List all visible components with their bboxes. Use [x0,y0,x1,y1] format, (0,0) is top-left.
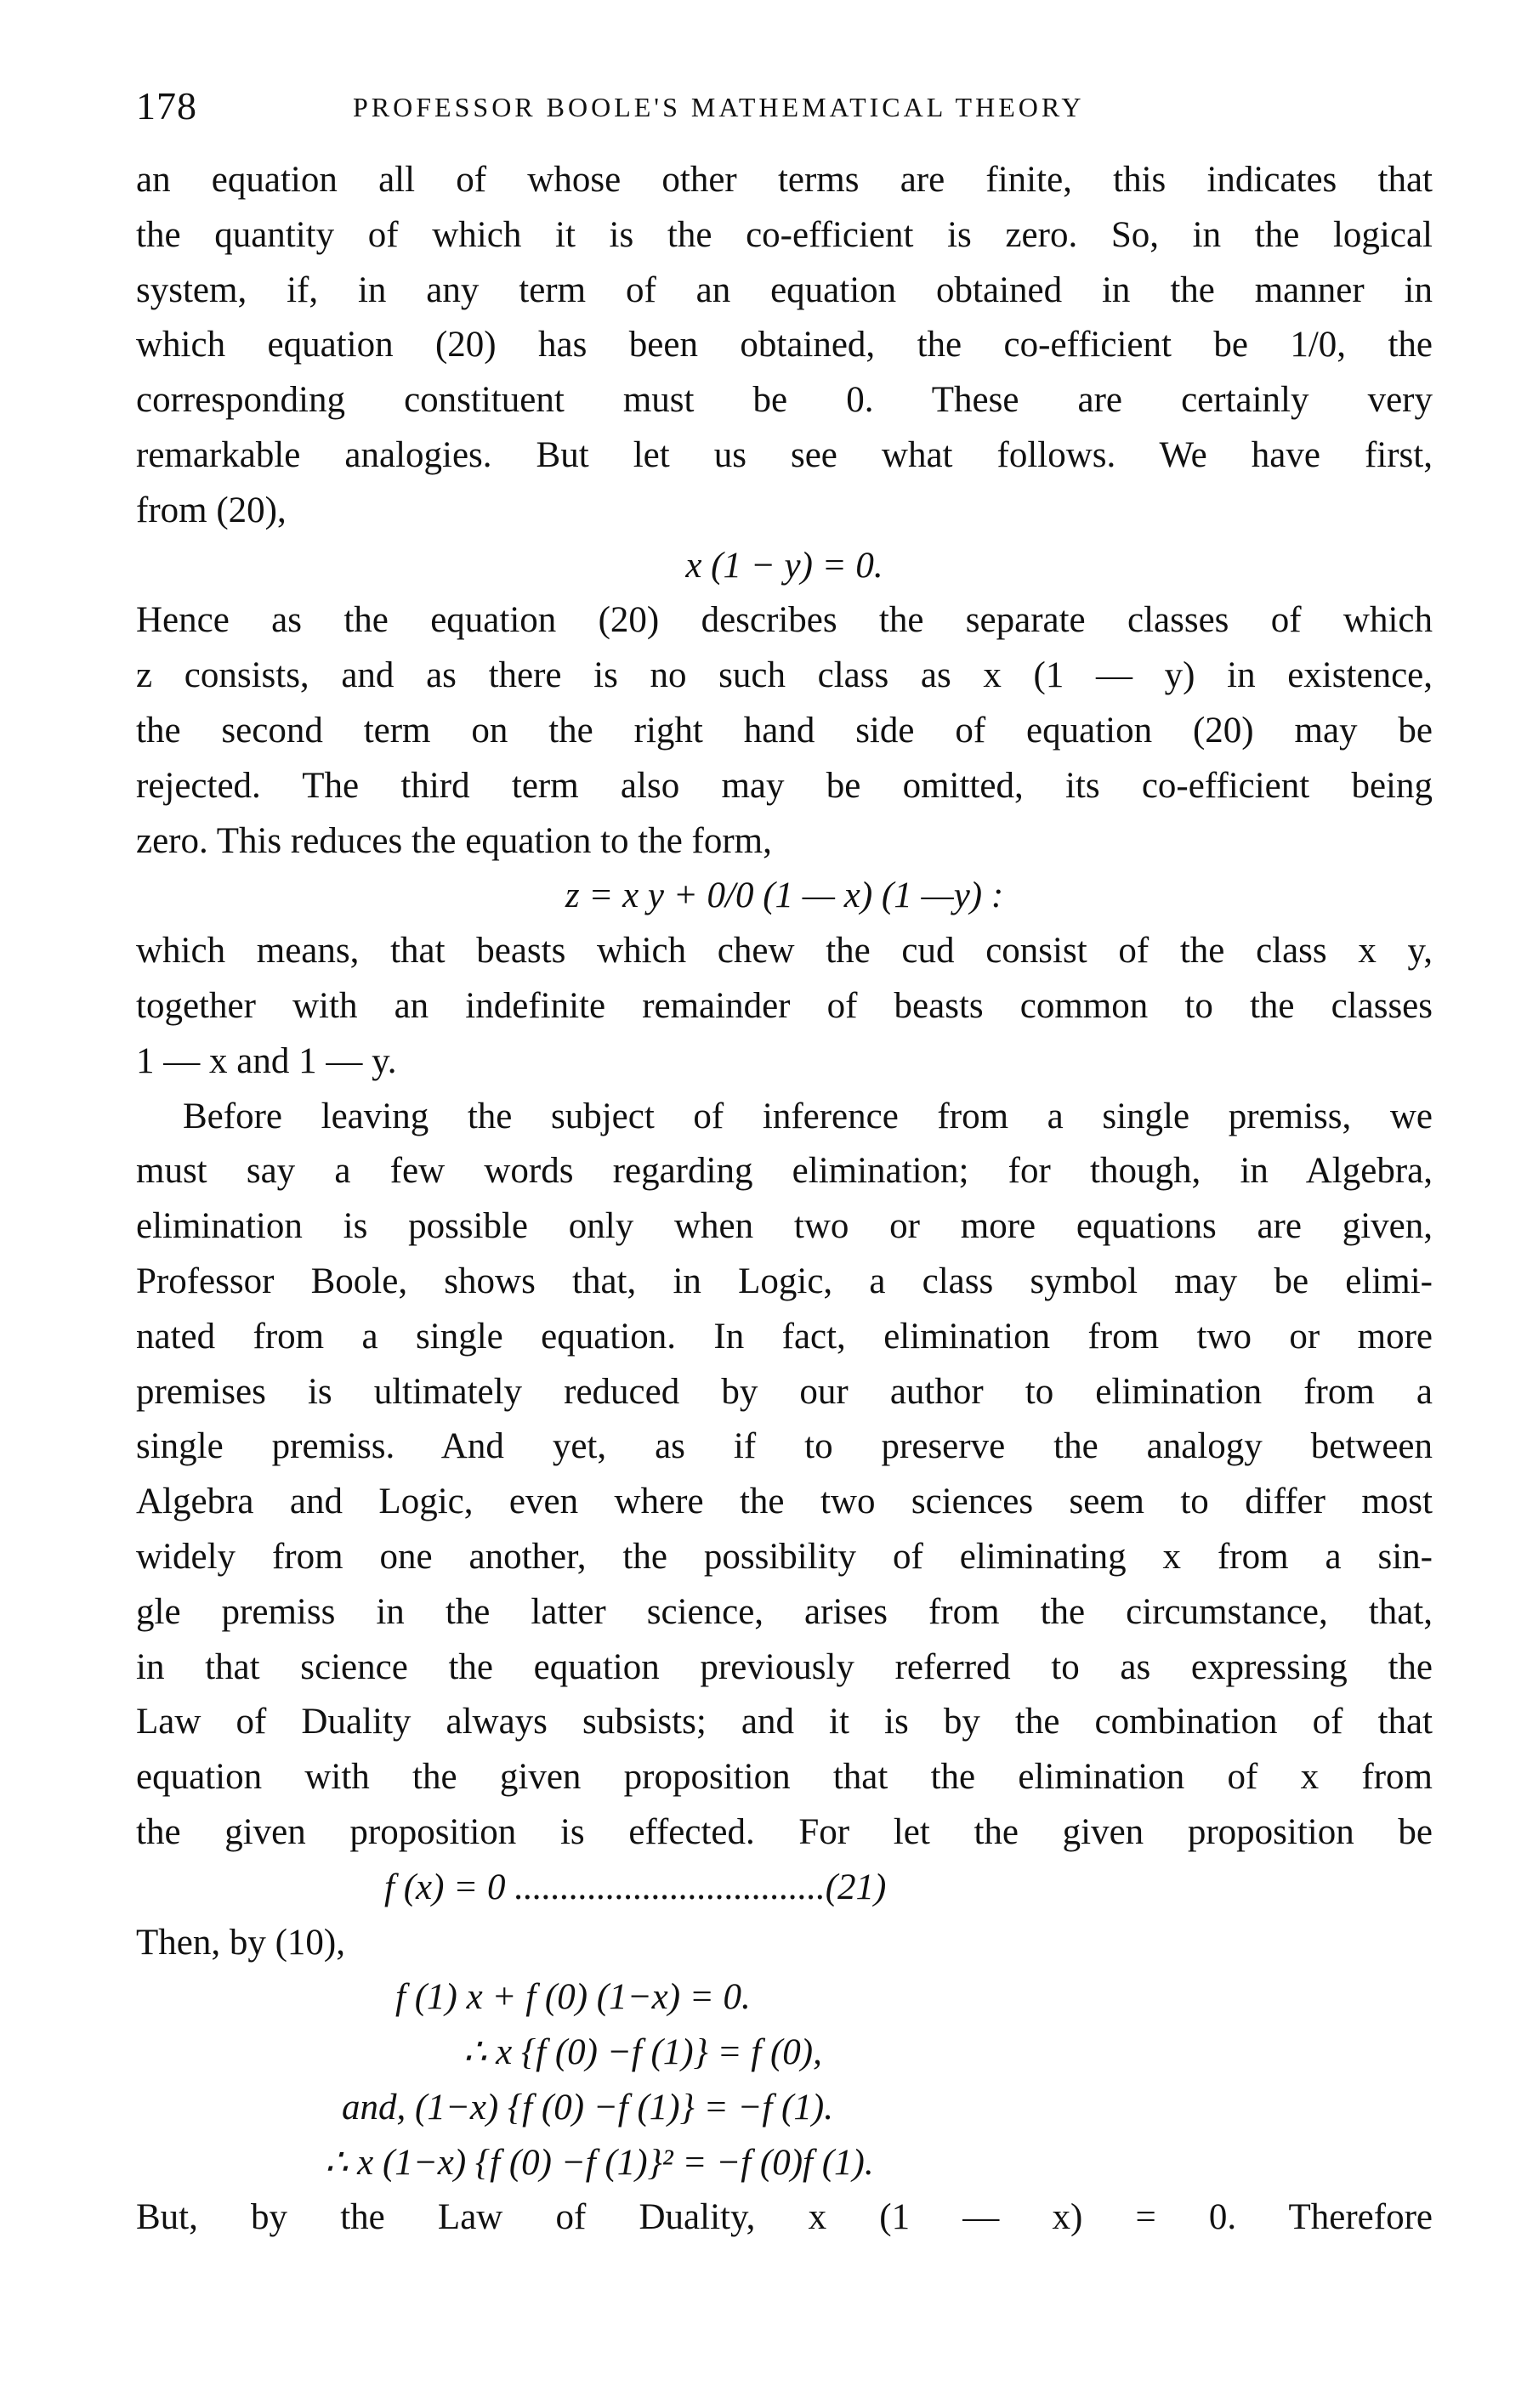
text-line: Then, by (10), [136,1922,345,1963]
text-line: 1 — x and 1 — y. [136,1040,397,1081]
text-line: Professor Boole, shows that, in Logic, a class symbol may be elimi- [136,1261,1433,1301]
text-line: the quantity of which it is the co-efficient is zero. So, in the logical [136,214,1433,255]
page-header [136,83,1428,134]
text-line: the second term on the right hand side of equation (20) may be [136,710,1433,751]
text-line: nated from a single equation. In fact, elimination from two or more [136,1316,1433,1357]
text-line: Hence as the equation (20) describes the separate classes of which [136,600,1433,641]
text-line: Law of Duality always subsists; and it is by the combination of that [136,1702,1433,1742]
equation: f (1) x + f (0) (1−x) = 0. [395,1977,751,2018]
text-line: single premiss. And yet, as if to preserve the analogy between [136,1426,1433,1467]
text-line: equation with the given proposition that the elimination of x from [136,1757,1433,1798]
equation: z = x y + 0/0 (1 — x) (1 —y) : [565,875,1004,916]
text-line: the given proposition is effected. For let the given proposition be [136,1811,1433,1852]
equation-21: f (x) = 0 ..................................(21) [384,1867,887,1907]
equation: ∴ x (1−x) {f (0) −f (1)}² = −f (0)f (1). [325,2142,874,2183]
text-line: remarkable analogies. But let us see what follows. We have first, [136,434,1433,475]
text-line: But, by the Law of Duality, x (1 — x) = 0. Therefore [136,2197,1433,2238]
equation: and, (1−x) {f (0) −f (1)} = −f (1). [342,2087,833,2128]
text-line: an equation all of whose other terms are finite, this indicates that [136,160,1433,200]
text-line: zero. This reduces the equation to the form, [136,820,772,861]
text-line: which equation (20) has been obtained, the co-efficient be 1/0, the [136,325,1433,365]
text-line: rejected. The third term also may be omitted, its co-efficient being [136,765,1433,806]
page-number: 178 [136,84,197,127]
text-line: corresponding constituent must be 0. These are certainly very [136,380,1433,421]
text-line: widely from one another, the possibility of eliminating x from a sin- [136,1536,1433,1577]
equation: ∴ x {f (0) −f (1)} = f (0), [463,2032,822,2073]
text-line: must say a few words regarding elimination; for though, in Algebra, [136,1151,1433,1192]
text-line: system, if, in any term of an equation obtained in the manner in [136,269,1433,310]
text-line: from (20), [136,490,287,530]
text-line: which means, that beasts which chew the cud consist of the class x y, [136,931,1433,972]
running-head: PROFESSOR BOOLE'S MATHEMATICAL THEORY [353,92,1085,122]
text-line: premises is ultimately reduced by our author to elimination from a [136,1371,1433,1412]
paragraph-first-line: Before leaving the subject of inference from a single premiss, we [183,1096,1433,1136]
text-line: z consists, and as there is no such class as x (1 — y) in existence, [136,655,1433,696]
text-line: elimination is possible only when two or more equations are given, [136,1206,1433,1247]
equation: x (1 − y) = 0. [685,545,883,586]
body-text [136,153,1433,2246]
text-line: in that science the equation previously referred to as expressing the [136,1646,1433,1687]
text-line: gle premiss in the latter science, arises from the circumstance, that, [136,1591,1433,1632]
text-line: Algebra and Logic, even where the two sciences seem to differ most [136,1482,1433,1522]
text-line: together with an indefinite remainder of beasts common to the classes [136,985,1433,1026]
